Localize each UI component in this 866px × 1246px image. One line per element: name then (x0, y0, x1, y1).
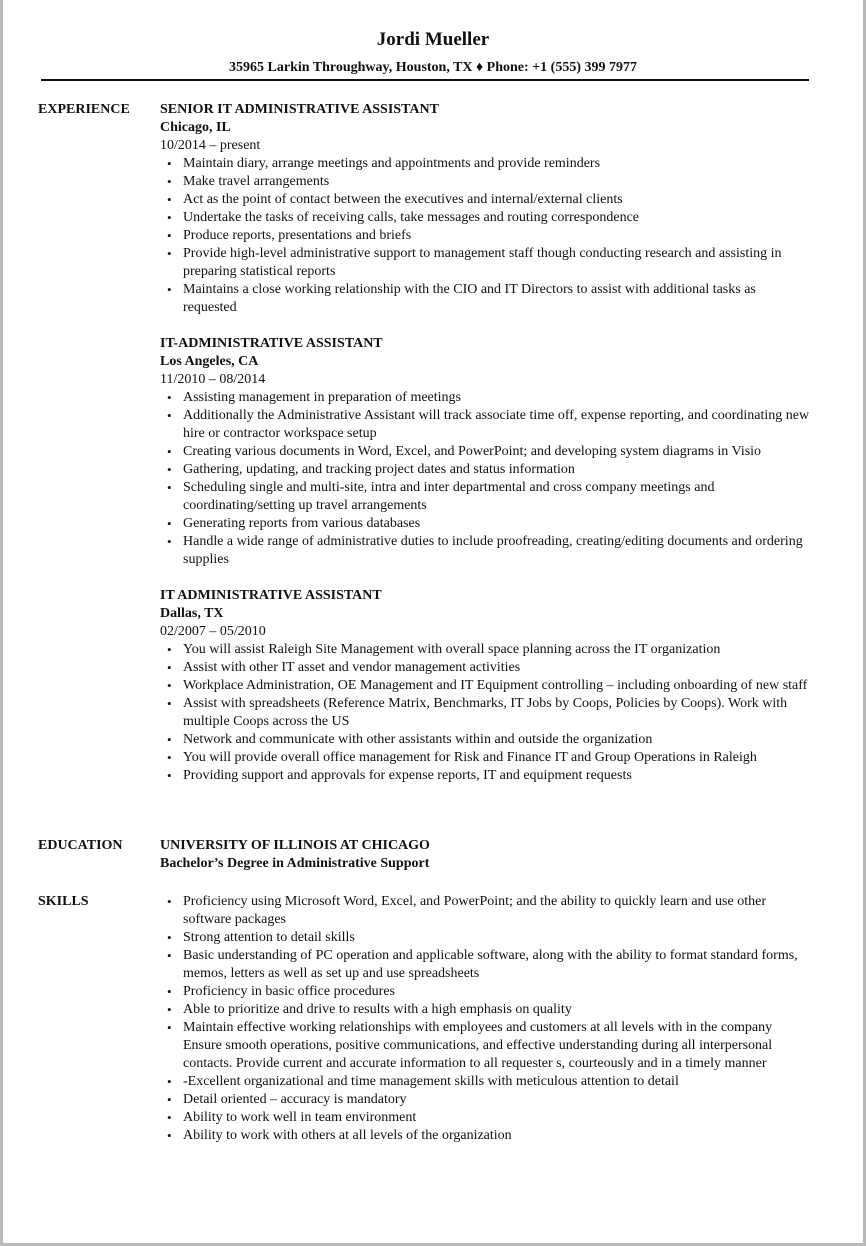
bullet-item: • Undertake the tasks of receiving calls, take messages and routing correspondence (183, 209, 810, 227)
bullet-item: • Make travel arrangements (183, 173, 810, 191)
bullet-item: • Workplace Administration, OE Management and IT Equipment controlling – including onboarding of new staff (183, 677, 810, 695)
bullet-item: • Scheduling single and multi-site, intra and inter departmental and cross company meetings and coordinating/setting up travel arrangements (183, 479, 810, 515)
section-label-experience: EXPERIENCE (38, 102, 130, 117)
job-entry (160, 101, 810, 317)
bullet-item: • Providing support and approvals for expense reports, IT and equipment requests (183, 767, 810, 785)
job-dates: 02/2007 – 05/2010 (160, 624, 266, 639)
experience-body (160, 101, 810, 803)
skill-item: • Ability to work with others at all levels of the organization (183, 1127, 810, 1145)
bullet-item: • Generating reports from various databases (183, 515, 810, 533)
section-label-skills: SKILLS (38, 894, 89, 909)
bullet-item: • Network and communicate with other assistants within and outside the organization (183, 731, 810, 749)
school-name: UNIVERSITY OF ILLINOIS AT CHICAGO (160, 838, 430, 853)
bullet-item: • Provide high-level administrative support to management staff though conducting research and assisting in preparing statistical reports (183, 245, 810, 281)
job-entry (160, 587, 810, 785)
job-dates: 11/2010 – 08/2014 (160, 372, 266, 387)
bullet-item: • Maintains a close working relationship with the CIO and IT Directors to assist with additional tasks as requested (183, 281, 810, 317)
bullet-item: • Gathering, updating, and tracking project dates and status information (183, 461, 810, 479)
bullet-item: • Creating various documents in Word, Excel, and PowerPoint; and developing system diagrams in Visio (183, 443, 810, 461)
bullet-item: • You will assist Raleigh Site Management with overall space planning across the IT organization (183, 641, 810, 659)
skill-item: • Basic understanding of PC operation and applicable software, along with the ability to format standard forms, memos, letters as well as set up and use spreadsheets (183, 947, 810, 983)
skill-item: • Strong attention to detail skills (183, 929, 810, 947)
skill-item: • Detail oriented – accuracy is mandatory (183, 1091, 810, 1109)
job-location: Dallas, TX (160, 606, 224, 621)
bullet-item: • Act as the point of contact between the executives and internal/external clients (183, 191, 810, 209)
skills-body (160, 893, 810, 1145)
candidate-name: Jordi Mueller (376, 29, 490, 50)
skills-list (160, 893, 810, 1145)
job-title: IT ADMINISTRATIVE ASSISTANT (160, 588, 382, 603)
job-title: IT-ADMINISTRATIVE ASSISTANT (160, 336, 383, 351)
resume-header (0, 0, 866, 77)
education-body (160, 837, 810, 873)
degree-name: Bachelor’s Degree in Administrative Support (160, 856, 430, 871)
bullet-item: • Assisting management in preparation of meetings (183, 389, 810, 407)
job-bullets (160, 641, 810, 785)
section-label-education: EDUCATION (38, 838, 123, 853)
skill-item: • Maintain effective working relationships with employees and customers at all levels with in the company Ensure smooth operations, positive communications, and effective understanding during all interpersonal contacts. Provide current and accurate information to all requester s, courteously and in a timely manner (183, 1019, 810, 1073)
skill-item: • Proficiency in basic office procedures (183, 983, 810, 1001)
job-location: Los Angeles, CA (160, 354, 259, 369)
bullet-item: • Assist with spreadsheets (Reference Matrix, Benchmarks, IT Jobs by Coops, Policies by Coops). Work with multiple Coops across the US (183, 695, 810, 731)
job-bullets (160, 389, 810, 569)
bullet-item: • Handle a wide range of administrative duties to include proofreading, creating/editing documents and ordering supplies (183, 533, 810, 569)
bullet-item: • Maintain diary, arrange meetings and appointments and provide reminders (183, 155, 810, 173)
skill-item: • Proficiency using Microsoft Word, Excel, and PowerPoint; and the ability to quickly learn and use other software packages (183, 893, 810, 929)
bullet-item: • Assist with other IT asset and vendor management activities (183, 659, 810, 677)
contact-line: 35965 Larkin Throughway, Houston, TX ♦ Phone: +1 (555) 399 7977 (229, 60, 637, 75)
skill-item: • -Excellent organizational and time management skills with meticulous attention to detail (183, 1073, 810, 1091)
bullet-item: • You will provide overall office management for Risk and Finance IT and Group Operations in Raleigh (183, 749, 810, 767)
job-location: Chicago, IL (160, 120, 231, 135)
job-title: SENIOR IT ADMINISTRATIVE ASSISTANT (160, 102, 439, 117)
skill-item: • Able to prioritize and drive to results with a high emphasis on quality (183, 1001, 810, 1019)
job-entry (160, 335, 810, 569)
bullet-item: • Produce reports, presentations and briefs (183, 227, 810, 245)
bullet-item: • Additionally the Administrative Assistant will track associate time off, expense reporting, and coordinating new hire or contractor workspace setup (183, 407, 810, 443)
skill-item: • Ability to work well in team environment (183, 1109, 810, 1127)
job-dates: 10/2014 – present (160, 138, 261, 153)
header-divider (41, 79, 809, 81)
page-border-left (0, 0, 3, 1246)
job-bullets (160, 155, 810, 317)
